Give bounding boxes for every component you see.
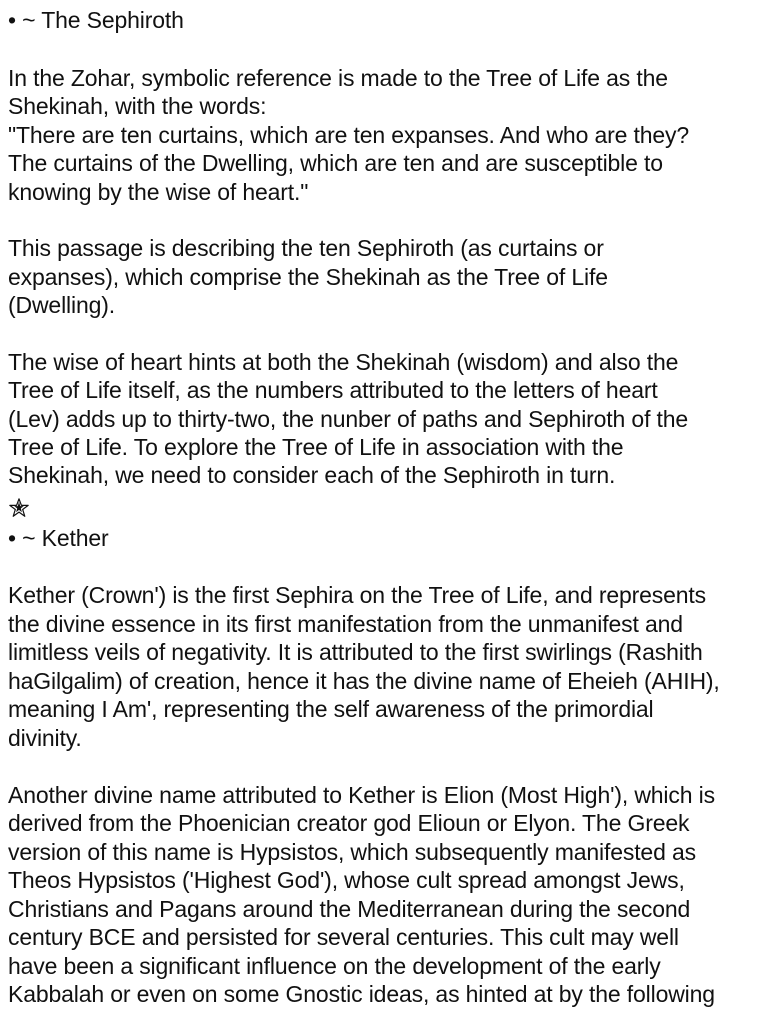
paragraph-line: Kabbalah or even on some Gnostic ideas, as hinted at by the following: [8, 981, 715, 1007]
section-heading: • ~ Kether: [8, 525, 109, 551]
paragraph-line: meaning I Am', representing the self awareness of the primordial: [8, 696, 654, 722]
paragraph-line: divinity.: [8, 725, 82, 751]
paragraph-line: have been a significant influence on the development of the early: [8, 953, 661, 979]
paragraph-line: the divine essence in its first manifestation from the unmanifest and: [8, 611, 683, 637]
paragraph-line: knowing by the wise of heart.": [8, 179, 309, 205]
paragraph-line: haGilgalim) of creation, hence it has the divine name of Eheieh (AHIH),: [8, 668, 720, 694]
paragraph-line: Christians and Pagans around the Mediterranean during the second: [8, 896, 691, 922]
paragraph-line: Kether (Crown') is the first Sephira on the Tree of Life, and represents: [8, 582, 707, 608]
section-heading: • ~ The Sephiroth: [8, 7, 184, 33]
paragraph-line: derived from the Phoenician creator god Elioun or Elyon. The Greek: [8, 810, 690, 836]
paragraph-line: expanses), which comprise the Shekinah as the Tree of Life: [8, 264, 608, 290]
paragraph-line: In the Zohar, symbolic reference is made to the Tree of Life as the: [8, 65, 668, 91]
paragraph-line: The curtains of the Dwelling, which are ten and are susceptible to: [8, 150, 663, 176]
paragraph-line: Another divine name attributed to Kether is Elion (Most High'), which is: [8, 782, 715, 808]
paragraph-line: Tree of Life. To explore the Tree of Life in association with the: [8, 434, 624, 460]
pentagram-star-icon: [8, 497, 30, 519]
paragraph-line: Tree of Life itself, as the numbers attributed to the letters of heart: [8, 377, 658, 403]
paragraph-line: Theos Hypsistos ('Highest God'), whose cult spread amongst Jews,: [8, 867, 685, 893]
paragraph-line: "There are ten curtains, which are ten expanses. And who are they?: [8, 122, 689, 148]
paragraph-line: This passage is describing the ten Sephiroth (as curtains or: [8, 235, 604, 261]
paragraph-line: (Lev) adds up to thirty-two, the nunber of paths and Sephiroth of the: [8, 406, 689, 432]
paragraph-line: century BCE and persisted for several centuries. This cult may well: [8, 924, 679, 950]
paragraph-line: Shekinah, we need to consider each of the Sephiroth in turn.: [8, 462, 616, 488]
paragraph-line: Shekinah, with the words:: [8, 93, 267, 119]
paragraph-line: version of this name is Hypsistos, which subsequently manifested as: [8, 839, 696, 865]
paragraph-line: The wise of heart hints at both the Shekinah (wisdom) and also the: [8, 349, 679, 375]
paragraph-line: (Dwelling).: [8, 292, 115, 318]
paragraph-line: limitless veils of negativity. It is attributed to the first swirlings (Rashith: [8, 639, 703, 665]
